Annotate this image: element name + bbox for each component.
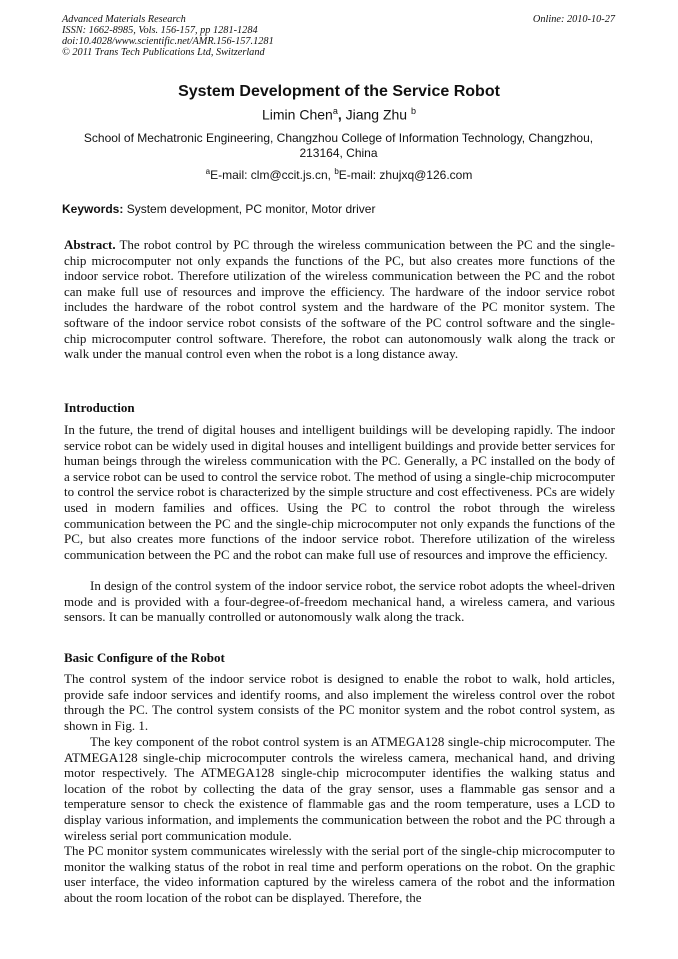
doi-line: doi:10.4028/www.scientific.net/AMR.156-157.1281 — [62, 36, 274, 47]
paper-title: System Development of the Service Robot — [178, 83, 500, 100]
author-name: Limin Chen — [261, 106, 333, 123]
author-superscript: b — [410, 106, 416, 116]
paragraph: The control system of the indoor service robot is designed to enable the robot to walk, hold articles, provide safe indoor services and identify rooms, and also implement the wireless control over the robot through the PC. The control system consists of the PC monitor system and the robot control system, as shown in Fig. 1. — [64, 671, 615, 733]
keywords-label: Keywords: — [62, 202, 124, 216]
abstract-text: The robot control by PC through the wireless communication between the PC and the single-chip microcomputer not only expands the functions of the PC, but also creates more functions of the indoor service robot. Therefore utilization of the wireless communication between the PC and the robot can make full use of resources and improve the efficiency. The hardware of the indoor service robot includes the hardware of the robot control system and the hardware of the PC monitor system. The software of the indoor service robot consists of the software of the PC control software and the single-chip microcomputer control software. Therefore, the robot can autonomously walk along the track or walk under the manual control even when the robot is a long distance away. — [64, 237, 615, 362]
paragraph: In the future, the trend of digital houses and intelligent buildings will be developing rapidly. The indoor service robot can be widely used in digital houses and intelligent buildings and provide better services for human beings through the wireless communication with the PC. Generally, a PC installed on the body of a service robot can be used to control the service robot. The method of using a single-chip microcomputer to control the service robot is characterized by the simple structure and cost effectiveness. PCs are widely used in modern families and offices. Using the PC to control the robot through the wireless communication between the PC and the single-chip microcomputer not only expands the functions of the PC, but also creates more functions of the indoor service robot. Therefore utilization of the wireless communication between the PC and the robot can make full use of resources and improve the efficiency. — [64, 422, 615, 562]
email-line — [0, 167, 678, 182]
affiliation: School of Mechatronic Engineering, Changzhou College of Information Technology, Changzhou, 213164, China — [83, 131, 594, 160]
section-heading: Basic Configure of the Robot — [64, 650, 225, 665]
author-separator: , — [337, 106, 346, 123]
section-heading: Introduction — [64, 400, 135, 415]
paragraph: The key component of the robot control system is an ATMEGA128 single-chip microcomputer. The ATMEGA128 single-chip microcomputer controls the wireless camera, mechanical hand, and driving motor respectively. The ATMEGA128 single-chip microcomputer identifies the walking status and location of the robot by collecting the data of the gray sensor, uses a flammable gas sensor and a temperature sensor to check the existence of flammable gas and the room temperature, uses a LCD to display various information, and implements the communication between the robot and the PC through a wireless serial port communication module. — [64, 734, 615, 843]
author-superscript: a — [332, 106, 338, 116]
paragraph: The PC monitor system communicates wirelessly with the serial port of the single-chip microcomputer to monitor the walking status of the robot in real time and perform operations on the robot. On the graphic user interface, the video information captured by the wireless camera of the robot and the information about the room location of the robot can be displayed. Therefore, the — [64, 843, 615, 905]
abstract — [64, 237, 615, 362]
journal-name: Advanced Materials Research — [62, 14, 186, 25]
keywords — [62, 202, 615, 216]
email-text: E-mail: zhujxq@126.com — [338, 168, 473, 182]
author-name: Jiang Zhu — [345, 106, 408, 123]
email-text: E-mail: clm@ccit.js.cn, — [210, 168, 335, 182]
online-date: Online: 2010-10-27 — [532, 14, 615, 25]
email-superscript: b — [334, 167, 339, 176]
paragraph: In design of the control system of the indoor service robot, the service robot adopts the wheel-driven mode and is provided with a four-degree-of-freedom mechanical hand, a wireless camera, and various sensors. It can be manually controlled or autonomously walk along the track. — [64, 578, 615, 625]
abstract-label: Abstract. — [64, 237, 116, 252]
journal-header — [62, 14, 615, 58]
author-line — [0, 106, 678, 123]
keywords-text: System development, PC monitor, Motor driver — [123, 202, 376, 216]
copyright-line: © 2011 Trans Tech Publications Ltd, Switzerland — [62, 47, 265, 58]
email-superscript: a — [205, 167, 211, 176]
issn-line: ISSN: 1662-8985, Vols. 156-157, pp 1281-1284 — [62, 25, 258, 36]
